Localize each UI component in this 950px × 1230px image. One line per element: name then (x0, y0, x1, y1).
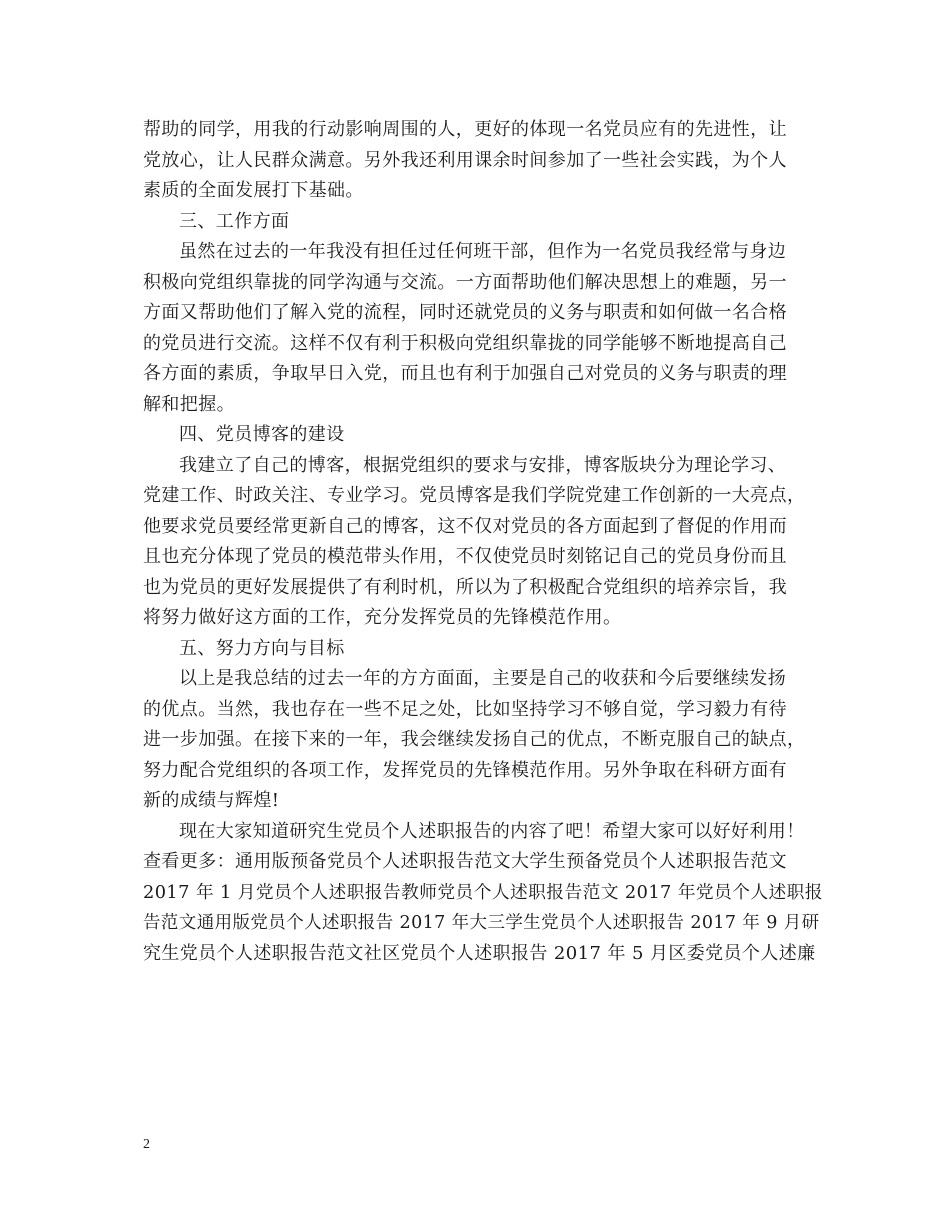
text-line: 虽然在过去的一年我没有担任过任何班干部，但作为一名党员我经常与身边 (179, 241, 787, 262)
text-line: 帮助的同学，用我的行动影响周围的人，更好的体现一名党员应有的先进性，让 (143, 119, 787, 140)
text-line: 且也充分体现了党员的模范带头作用，不仅使党员时刻铭记自己的党员身份而且 (143, 546, 787, 567)
text-line: 也为党员的更好发展提供了有利时机，所以为了积极配合党组织的培养宗旨，我 (143, 576, 787, 598)
text-line: 新的成绩与辉煌! (143, 790, 280, 811)
text-line: 积极向党组织靠拢的同学沟通与交流。一方面帮助他们解决思想上的难题，另一 (143, 271, 787, 293)
text-line: 查看更多：通用版预备党员个人述职报告范文大学生预备党员个人述职报告范文 (143, 851, 787, 872)
text-line: 方面又帮助他们了解入党的流程，同时还就党员的义务与职责和如何做一名合格 (143, 302, 787, 323)
text-line: 以上是我总结的过去一年的方方面面，主要是自己的收获和今后要继续发扬 (179, 668, 787, 689)
text-line: 努力配合党组织的各项工作，发挥党员的先锋模范作用。另外争取在科研方面有 (143, 759, 787, 781)
text-line: 究生党员个人述职报告范文社区党员个人述职报告 2017 年 5 月区委党员个人述廉 (143, 942, 816, 964)
document-body (143, 115, 823, 969)
text-line: 解和把握。 (143, 393, 235, 415)
text-line: 三、工作方面 (179, 210, 290, 232)
text-line: 党建工作、时政关注、专业学习。党员博客是我们学院党建工作创新的一大亮点， (143, 485, 806, 506)
text-line: 2017 年 1 月党员个人述职报告教师党员个人述职报告范文 2017 年党员个人述职报 (143, 882, 823, 903)
text-line: 进一步加强。在接下来的一年，我会继续发扬自己的优点，不断克服自己的缺点， (143, 729, 806, 750)
text-line: 我建立了自己的博客，根据党组织的要求与安排，博客版块分为理论学习、 (179, 454, 787, 476)
text-line: 现在大家知道研究生党员个人述职报告的内容了吧！希望大家可以好好利用！ (179, 820, 805, 842)
text-line: 将努力做好这方面的工作，充分发挥党员的先锋模范作用。 (143, 607, 622, 628)
page-number: 2 (143, 1137, 150, 1152)
text-line: 党放心，让人民群众满意。另外我还利用课余时间参加了一些社会实践，为个人 (143, 149, 787, 171)
text-line: 的优点。当然，我也存在一些不足之处，比如坚持学习不够自觉，学习毅力有待 (143, 698, 787, 720)
text-line: 告范文通用版党员个人述职报告 2017 年大三学生党员个人述职报告 2017 年 9 月研 (143, 913, 820, 933)
text-line: 他要求党员要经常更新自己的博客，这不仅对党员的各方面起到了督促的作用而 (143, 515, 787, 537)
text-line: 五、努力方向与目标 (179, 637, 345, 659)
text-line: 素质的全面发展打下基础。 (143, 180, 364, 201)
text-line: 的党员进行交流。这样不仅有利于积极向党组织靠拢的同学能够不断地提高自己 (143, 332, 787, 354)
text-line: 四、党员博客的建设 (179, 424, 345, 445)
text-line: 各方面的素质，争取早日入党，而且也有利于加强自己对党员的义务与职责的理 (143, 363, 787, 384)
